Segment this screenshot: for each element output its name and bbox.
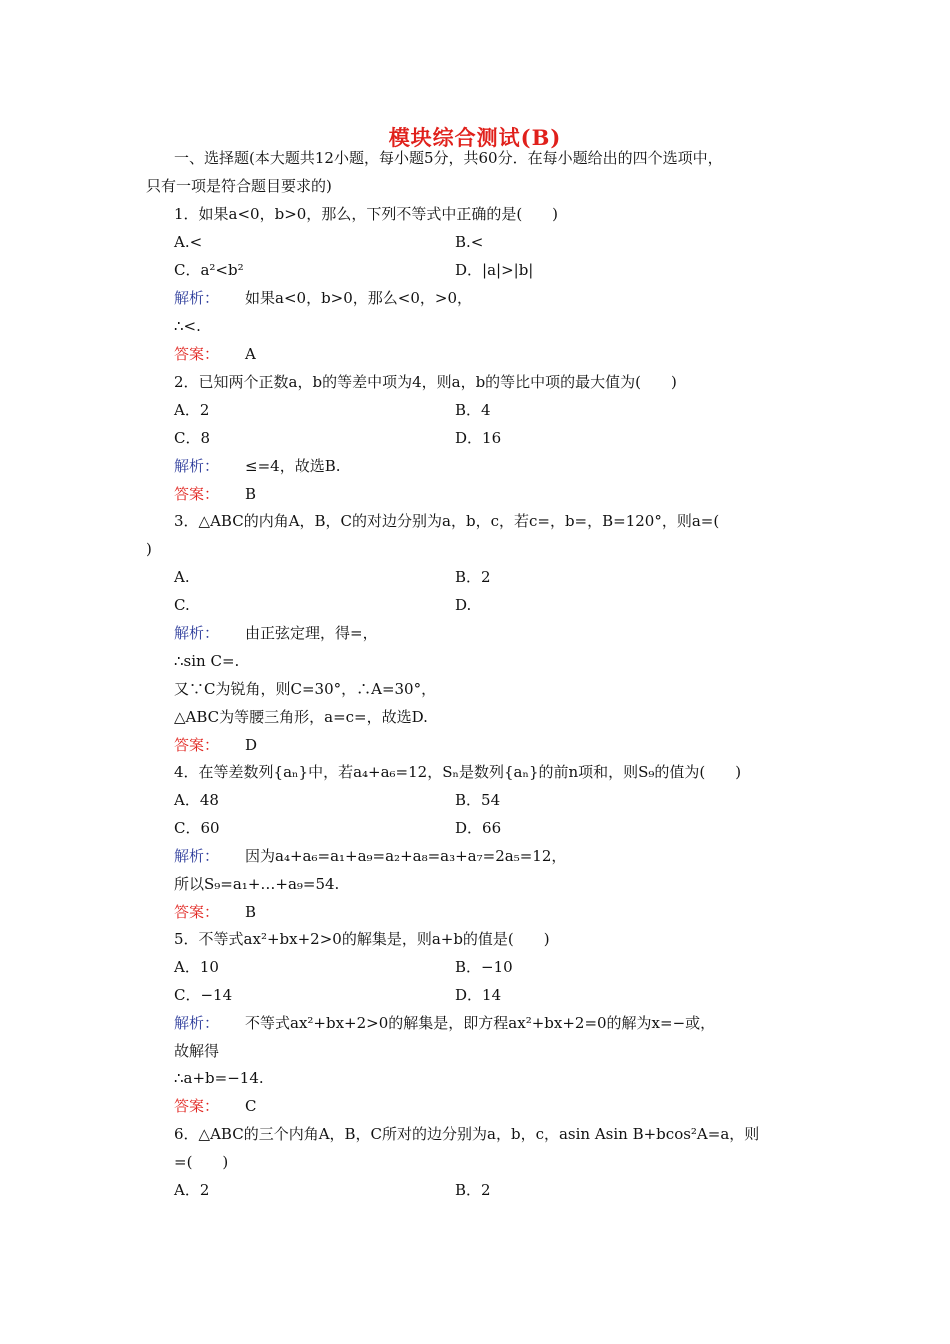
line-text: 4．在等差数列{aₙ}中，若a₄+a₆=12，Sₙ是数列{aₙ}的前n项和，则S₉的值为( ) [174, 763, 742, 781]
line-text: A．10 [174, 958, 219, 976]
line-text: C [245, 1097, 257, 1115]
line-text: ∴a+b=−14. [174, 1069, 264, 1087]
line-text: D．66 [455, 819, 502, 837]
line-text: B．54 [455, 791, 501, 809]
text-line [174, 735, 257, 755]
analysis-label: 解析： [174, 1014, 220, 1032]
text-line [174, 790, 219, 810]
text-line [174, 762, 741, 782]
text-line [174, 400, 209, 420]
text-line [174, 957, 219, 977]
line-text: A．2 [174, 1181, 210, 1199]
line-text: 2．已知两个正数a，b的等差中项为4，则a，b的等比中项的最大值为( ) [174, 373, 677, 391]
line-text: C．60 [174, 819, 220, 837]
line-text: 不等式ax²+bx+2>0的解集是，即方程ax²+bx+2=0的解为x=−或， [245, 1014, 716, 1032]
text-line [174, 288, 472, 308]
text-line [455, 1180, 491, 1200]
text-line [174, 567, 190, 587]
line-text: B．2 [455, 568, 491, 586]
text-line [174, 1180, 209, 1200]
text-line [174, 1013, 715, 1033]
text-line [455, 818, 501, 838]
line-text: B．−10 [455, 958, 513, 976]
line-text: B.< [455, 233, 484, 251]
line-text: C．a²<b² [174, 261, 244, 279]
text-line [174, 428, 210, 448]
text-line [174, 846, 566, 866]
line-text: B．2 [455, 1181, 491, 1199]
line-text: A. [174, 568, 190, 586]
text-line [455, 567, 491, 587]
analysis-label: 解析： [174, 847, 220, 865]
text-line [174, 707, 428, 727]
line-text: 1．如果a<0，b>0，那么，下列不等式中正确的是( ) [174, 205, 559, 223]
text-line [174, 484, 256, 504]
text-line [174, 818, 220, 838]
analysis-label: 解析： [174, 624, 220, 642]
line-text: A [245, 345, 256, 363]
text-line [174, 204, 558, 224]
text-line [174, 679, 436, 699]
text-line [455, 790, 500, 810]
analysis-label: 解析： [174, 289, 220, 307]
line-text: B [245, 903, 257, 921]
line-text: 6．△ABC的三个内角A，B，C所对的边分别为a，b，c，asin Asin B+bcos²A=a，则 [174, 1125, 760, 1143]
text-line [174, 456, 341, 476]
text-line [174, 1124, 759, 1144]
line-text: D．16 [455, 429, 502, 447]
text-line [174, 260, 244, 280]
text-line [455, 985, 501, 1005]
text-line [174, 511, 719, 531]
line-text: D．14 [455, 986, 502, 1004]
line-text: 3．△ABC的内角A，B，C的对边分别为a，b，c，若c=，b=，B=120°，则a=( [174, 512, 720, 530]
line-text: A．48 [174, 791, 219, 809]
answer-label: 答案： [174, 345, 220, 363]
document-title: 模块综合测试(B) [388, 125, 562, 150]
text-line [174, 623, 378, 643]
analysis-label: 解析： [174, 457, 220, 475]
line-text: 因为a₄+a₆=a₁+a₉=a₂+a₈=a₃+a₇=2a₅=12， [245, 847, 567, 865]
line-text: B．4 [455, 401, 491, 419]
line-text: A．2 [174, 401, 210, 419]
line-text: D. [455, 596, 472, 614]
text-line [174, 1096, 257, 1116]
line-text: △ABC为等腰三角形，a=c=，故选D. [174, 708, 428, 726]
text-line [174, 874, 339, 894]
text-line [455, 232, 483, 252]
text-line [174, 595, 190, 615]
text-line [174, 316, 201, 336]
line-text: C．8 [174, 429, 211, 447]
line-text: ) [146, 540, 152, 558]
line-text: 由正弦定理，得=， [245, 624, 378, 642]
line-text: D [245, 736, 258, 754]
text-line [174, 985, 232, 1005]
answer-label: 答案： [174, 903, 220, 921]
text-line [455, 428, 501, 448]
answer-label: 答案： [174, 1097, 220, 1115]
line-text: B [245, 485, 257, 503]
line-text: ∴<. [174, 317, 201, 335]
line-text: C. [174, 596, 190, 614]
text-line [174, 232, 202, 252]
text-line [174, 1041, 219, 1061]
text-line [146, 539, 152, 559]
text-line [455, 400, 491, 420]
line-text: 只有一项是符合题目要求的) [146, 177, 332, 195]
line-text: D．|a|>|b| [455, 261, 534, 279]
line-text: A.< [174, 233, 203, 251]
text-line [174, 1152, 228, 1172]
line-text: 如果a<0，b>0，那么<0，>0， [245, 289, 473, 307]
line-text: C．−14 [174, 986, 233, 1004]
text-line [174, 902, 256, 922]
text-line [174, 651, 239, 671]
text-line [174, 344, 256, 364]
line-text: ∴sin C=. [174, 652, 240, 670]
answer-label: 答案： [174, 485, 220, 503]
line-text: =( ) [174, 1153, 229, 1171]
line-text: 所以S₉=a₁+…+a₉=54. [174, 875, 340, 893]
line-text: ≤=4，故选B. [245, 457, 341, 475]
text-line [455, 260, 533, 280]
line-text: 故解得 [174, 1042, 220, 1060]
text-line [455, 957, 513, 977]
text-line [174, 1068, 264, 1088]
answer-label: 答案： [174, 736, 220, 754]
text-line [146, 176, 332, 196]
line-text: 5．不等式ax²+bx+2>0的解集是，则a+b的值是( ) [174, 930, 550, 948]
line-text: 又∵C为锐角，则C=30°，∴A=30°， [174, 680, 437, 698]
line-text: 一、选择题(本大题共12小题，每小题5分，共60分．在每小题给出的四个选项中， [174, 149, 723, 167]
text-line [174, 148, 723, 168]
text-line [174, 372, 677, 392]
text-line [174, 929, 550, 949]
text-line [455, 595, 471, 615]
